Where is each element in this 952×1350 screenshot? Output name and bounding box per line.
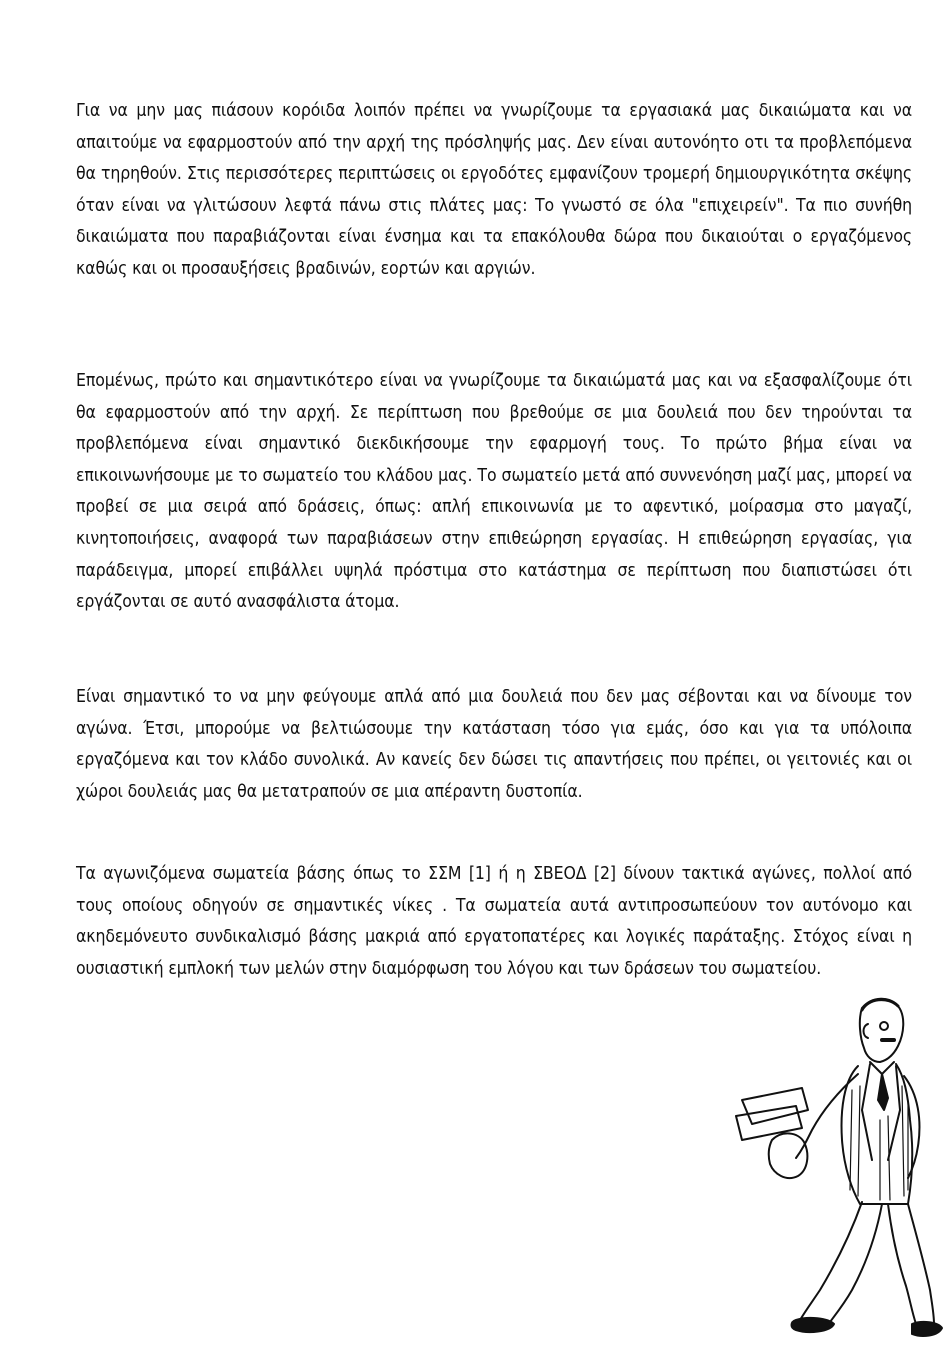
- coat: [842, 1064, 913, 1204]
- coat-lapel-right: [888, 1066, 900, 1160]
- head-outline: [860, 999, 903, 1062]
- tie: [878, 1074, 888, 1110]
- paragraph-base-unions: Τα αγωνιζόμενα σωματεία βάσης όπως το ΣΣΜ [1] ή η ΣΒΕΟΔ [2] δίνουν τακτικά αγώνες, πολλοί από τους οποίους οδηγούν σε σημαντικές νίκες . Τα σωματεία αυτά αντιπροσωπεύουν τον αυτόνομο και ακηδεμόνευτο συνδικαλισμό βάσης μακριά από εργατοπατέρες και λογικές παράταξης. Στόχος είναι η ουσιαστική εμπλοκή των μελών στην διαμόρφωση του λόγου και των δράσεων του σωματείου.: [76, 864, 912, 979]
- right-leg: [888, 1204, 916, 1324]
- paragraph-rights-knowledge: Για να μην μας πιάσουν κορόιδα λοιπόν πρέπει να γνωρίζουμε τα εργασιακά μας δικαιώματα και να απαιτούμε να εφαρμοστούν από την αρχή της πρόσληψής μας. Δεν είναι αυτονόητο οτι τα προβλεπόμενα θα τηρηθούν. Στις περισσότερες περιπτώσεις οι εργοδότες εμφανίζουν τρομερή δημιουργικότητα σκέψης όταν είναι να γλιτώσουν λεφτά πάνω στις πλάτες μας: Το γνωστό σε όλα "επιχειρείν". Τα πιο συνήθη δικαιώματα που παραβιάζονται είναι ένσημα και τα επακόλουθα δώρα που δικαιούται ο εργαζόμενος καθώς και οι προσαυξήσεις βραδινών, εορτών και αργιών.: [76, 101, 912, 279]
- collar: [870, 1062, 894, 1074]
- paragraph-first-steps: Επομένως, πρώτο και σημαντικότερο είναι να γνωρίζουμε τα δικαιώματά μας και να εξασφαλίζουμε ότι θα εφαρμοστούν από την αρχή. Σε περίπτωση που βρεθούμε σε μια δουλειά που δεν τηρούνται τα προβλεπόμενα είναι σημαντικό διεκδικήσουμε την εφαρμογή τους. Το πρώτο βήμα είναι να επικοινωνήσουμε με το σωματείο του κλάδου μας. Το σωματείο μετά από συννενόηση μαζί μας, μπορεί να προβεί σε μια σειρά από δράσεις, όπως: απλή επικοινωνία με το αφεντικό, μοίρασμα στο μαγαζί, κινητοποιήσεις, αναφορά των παραβιάσεων στην επιθεώρηση εργασίας. Η επιθεώρηση εργασίας, για παράδειγμα, μπορεί επιβάλλει υψηλά πρόστιμα στο κατάστημα σε περίπτωση που διαπιστώσει ότι εργάζονται σε αυτό ανασφάλιστα άτομα.: [76, 371, 912, 613]
- left-shoe: [792, 1318, 835, 1332]
- left-leg: [800, 1202, 862, 1320]
- papers-held: [736, 1088, 808, 1178]
- eye: [880, 1022, 888, 1030]
- paragraph-struggle: Είναι σημαντικό το να μην φεύγουμε απλά από μια δουλειά που δεν μας σέβονται και να δίνουμε τον αγώνα. Έτσι, μπορούμε να βελτιώσουμε την κατάσταση τόσο για εμάς, όσο και για τα υπόλοιπα εργαζόμενα και τον κλάδο συνολικά. Αν κανείς δεν δώσει τις απαντήσεις που πρέπει, οι γειτονιές και οι χώροι δουλειάς μας θα μετατραπούν σε μια απέραντη δυστοπία.: [76, 687, 912, 802]
- ear: [864, 1024, 869, 1038]
- coat-lapel: [862, 1064, 872, 1160]
- right-shoe: [912, 1322, 942, 1336]
- walking-man-illustration: [712, 990, 944, 1342]
- left-leg-inner: [830, 1204, 882, 1322]
- hair: [862, 1000, 898, 1010]
